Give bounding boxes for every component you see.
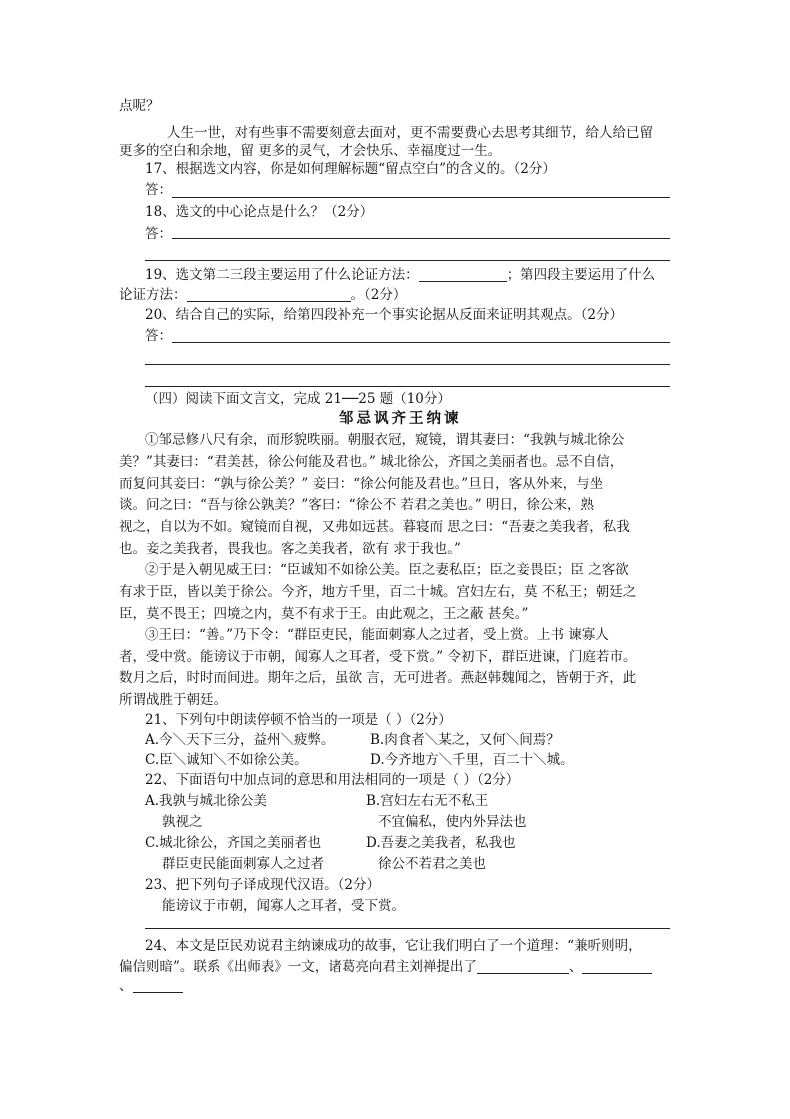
question-19-line1 <box>145 266 655 284</box>
intro-paragraph-line: 人生一世，对有些事不需要刻意去面对，更不需要费心去思考其细节，给人给已留 <box>167 125 653 141</box>
question-20: 20、结合自己的实际，给第四段补充一个事实论据从反面来证明其观点。（2分） <box>145 307 624 323</box>
question-19-text-d: 。（2分） <box>350 287 407 303</box>
passage-line: 数月之后，时时而间进。期年之后，虽欲 言，无可进者。燕赵韩魏闻之，皆朝于齐，此 <box>119 670 637 686</box>
question-18: 18、选文的中心论点是什么？（2分） <box>145 204 374 220</box>
q22-option-a-line2: 孰视之 <box>162 814 203 830</box>
question-23: 23、把下列句子译成现代汉语。（2分） <box>145 877 381 893</box>
blank-24-1[interactable] <box>477 959 569 974</box>
answer-line-18[interactable] <box>172 238 670 239</box>
passage-line: 也。妾之美我者，畏我也。客之美我者，欲有 求于我也。” <box>119 541 461 557</box>
section-4-header: （四）阅读下面文言文，完成 21──25 题（10分） <box>145 391 451 407</box>
answer-line-20b[interactable] <box>145 364 670 365</box>
blank-24-3[interactable] <box>133 978 183 993</box>
intro-paragraph-line: 更多的空白和余地，留 更多的灵气，才会快乐、幸福度过一生。 <box>119 143 502 159</box>
q22-option-d-line2: 徐公不若君之美也 <box>378 856 486 872</box>
answer-label-20: 答： <box>145 328 172 344</box>
passage-title: 邹忌讽齐王纳谏 <box>339 410 462 427</box>
answer-line-23[interactable] <box>145 928 670 929</box>
question-17: 17、根据选文内容，你是如何理解标题“留点空白”的含义的。（2分） <box>145 161 556 177</box>
passage-line: 而复问其妾曰：“孰与徐公美？” 妾曰：“徐公何能及君也。”旦日，客从外来，与坐 <box>119 476 604 492</box>
q22-option-d[interactable]: D.吾妻之美我者，私我也 <box>366 835 516 851</box>
question-19-text-a: 19、选文第二三段主要运用了什么论证方法： <box>145 267 419 283</box>
answer-line-18b[interactable] <box>145 260 670 261</box>
passage-line: 所谓战胜于朝廷。 <box>119 692 227 708</box>
passage-line: 谈。问之曰：“吾与徐公孰美？”客曰：“徐公不 若君之美也。” 明日，徐公来，熟 <box>119 497 594 513</box>
blank-19-method-2[interactable] <box>187 287 351 302</box>
q22-option-b-line2: 不宜偏私，使内外异法也 <box>378 814 527 830</box>
passage-line: 臣，莫不畏王；四境之内，莫不有求于王。由此观之，王之蔽 甚矣。” <box>119 606 529 622</box>
question-22: 22、下面语句中加点词的意思和用法相同的一项是（ ）（2分） <box>145 772 520 788</box>
blank-24-2[interactable] <box>582 959 652 974</box>
blank-19-method-1[interactable] <box>419 267 507 282</box>
q23-sentence: 能谤议于市朝，闻寡人之耳者，受下赏。 <box>162 898 405 914</box>
question-24-line2 <box>119 958 652 976</box>
q22-option-b[interactable]: B.宫妇左右无不私王 <box>366 793 489 809</box>
q22-option-c-line2: 群臣吏民能面刺寡人之过者 <box>162 856 324 872</box>
answer-label-18: 答： <box>145 226 172 242</box>
question-24-separator: 、 <box>119 978 133 994</box>
passage-line: 者，受中赏。能谤议于市朝，闻寡人之耳者，受下赏。” 令初下，群臣进谏，门庭若市。 <box>119 649 637 665</box>
question-24-separator: 、 <box>568 959 583 975</box>
answer-line-17[interactable] <box>172 197 670 198</box>
q22-option-a[interactable]: A.我孰与城北徐公美 <box>145 793 268 809</box>
q21-option-b[interactable]: B.肉食者＼某之，又何＼间焉？ <box>370 732 560 748</box>
q21-option-a[interactable]: A.今＼天下三分，益州＼疲弊。 <box>145 732 335 748</box>
q22-option-c[interactable]: C.城北徐公，齐国之美丽者也 <box>145 835 322 851</box>
intro-line: 点呢？ <box>119 98 160 114</box>
passage-line: 美？”其妻曰：“君美甚，徐公何能及君也。” 城北徐公，齐国之美丽者也。忌不自信， <box>119 454 624 470</box>
passage-line: ②于是入朝见威王曰：“臣诚知不如徐公美。臣之妻私臣；臣之妾畏臣；臣 之客欲 <box>145 562 629 578</box>
q21-option-d[interactable]: D.今齐地方＼千里，百二十＼城。 <box>370 752 574 768</box>
answer-line-20[interactable] <box>172 342 670 343</box>
passage-line: ③王曰：“善。”乃下令：“群臣吏民，能面刺寡人之过者，受上赏。上书 谏寡人 <box>145 627 609 643</box>
question-19-text-b: ；第四段主要运用了什么 <box>506 267 656 283</box>
answer-line-20c[interactable] <box>145 386 670 387</box>
question-24-text: 偏信则暗”。联系《出师表》一文，诸葛亮向君主刘禅提出了 <box>119 959 477 975</box>
answer-label-17: 答： <box>145 182 172 198</box>
question-21: 21、下列句中朗读停顿不恰当的一项是（ ）（2分） <box>145 712 452 728</box>
q21-option-c[interactable]: C.臣＼诚知＼不如徐公美。 <box>145 752 308 768</box>
question-24-line3 <box>119 977 183 995</box>
passage-line: 有求于臣，皆以美于徐公。今齐，地方千里，百二十城。宫妇左右，莫 不私王；朝廷之 <box>119 584 637 600</box>
question-19-text-c: 论证方法： <box>119 287 187 303</box>
passage-line: 视之，自以为不如。窥镜而自视，又弗如远甚。暮寝而 思之曰：“吾妻之美我者，私我 <box>119 519 630 535</box>
question-24-line1: 24、本文是臣民劝说君主纳谏成功的故事，它让我们明白了一个道理：“兼听则明， <box>145 938 642 954</box>
question-19-line2 <box>119 286 406 304</box>
passage-line: ①邹忌修八尺有余，而形貌昳丽。朝服衣冠，窥镜，谓其妻曰：“我孰与城北徐公 <box>145 432 625 448</box>
